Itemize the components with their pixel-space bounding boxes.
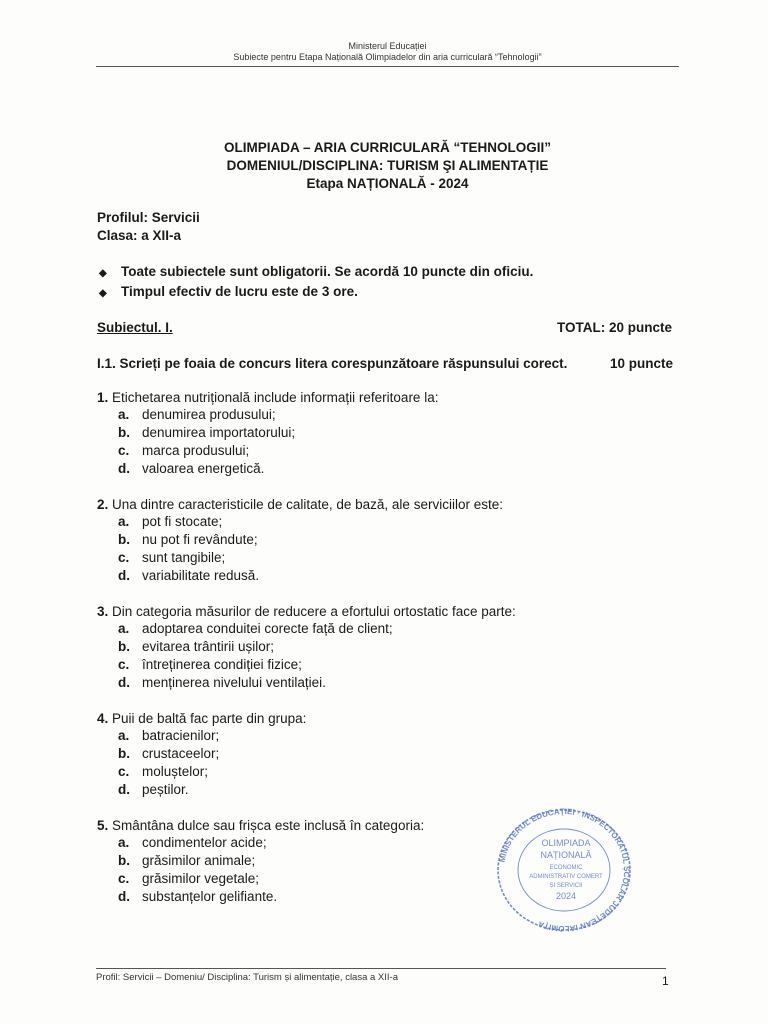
question xyxy=(97,818,424,833)
question-text: Smântâna dulce sau frișca este inclusă în categoria: xyxy=(112,818,425,833)
subject-title: Subiectul. I. xyxy=(97,320,173,335)
answer-option: a. pot fi stocate; xyxy=(118,514,223,529)
answer-option: d. valoarea energetică. xyxy=(118,461,265,476)
svg-text:ȘI SERVICII: ȘI SERVICII xyxy=(549,883,583,889)
answer-option: b. denumirea importatorului; xyxy=(118,425,296,440)
task-points: 10 puncte xyxy=(609,356,673,371)
svg-text:OLIMPIADA: OLIMPIADA xyxy=(541,838,591,848)
answer-option: a. batracienilor; xyxy=(118,728,220,743)
answer-option: a. adoptarea conduitei corecte față de client; xyxy=(118,621,393,636)
answer-option: c. moluștelor; xyxy=(118,764,209,779)
question-text: Una dintre caracteristicile de calitate, de bază, ale serviciilor este: xyxy=(112,497,503,512)
svg-text:2024: 2024 xyxy=(555,891,577,901)
diamond-bullet-icon: ◆ xyxy=(99,288,107,299)
question-number: 5. xyxy=(97,818,109,833)
question-number: 4. xyxy=(97,711,109,726)
answer-option: b. crustaceelor; xyxy=(118,746,220,761)
question-number: 1. xyxy=(97,390,109,405)
header-ministry: Ministerul Educației xyxy=(348,41,427,51)
question-number: 2. xyxy=(97,497,109,512)
question-text: Etichetarea nutrițională include informații referitoare la: xyxy=(112,390,439,405)
svg-text:MINISTERUL EDUCAȚIEI · INSPECT: MINISTERUL EDUCAȚIEI · INSPECTORATUL ȘCOLAR JUDEȚEAN IALOMIȚA xyxy=(497,806,632,934)
svg-text:ECONOMIC: ECONOMIC xyxy=(549,865,583,871)
answer-option: c. grăsimilor vegetale; xyxy=(118,871,260,886)
question xyxy=(97,497,503,512)
answer-option: b. evitarea trântirii ușilor; xyxy=(118,639,275,654)
answer-option: d. menținerea nivelului ventilației. xyxy=(118,675,326,690)
answer-option: b. nu pot fi revândute; xyxy=(118,532,258,547)
instruction-item: ◆ Timpul efectiv de lucru este de 3 ore. xyxy=(99,284,358,299)
official-stamp-icon xyxy=(494,806,634,934)
footer-text: Profil: Servicii – Domeniu/ Disciplina: Turism și alimentație, clasa a XII-a xyxy=(96,972,398,983)
svg-text:NAȚIONALĂ: NAȚIONALĂ xyxy=(540,850,592,860)
page-number: 1 xyxy=(662,974,669,988)
answer-option: c. sunt tangibile; xyxy=(118,550,226,565)
title-line-2: DOMENIUL/DISCIPLINA: TURISM ŞI ALIMENTAȚIE xyxy=(226,158,549,173)
task-instruction: I.1. Scrieți pe foaia de concurs litera corespunzătoare răspunsului corect. xyxy=(97,356,568,371)
answer-option: d. peștilor. xyxy=(118,782,189,797)
question-text: Puii de baltă fac parte din grupa: xyxy=(112,711,307,726)
header-subtitle: Subiecte pentru Etapa Națională Olimpiadelor din aria curriculară “Tehnologii” xyxy=(233,52,542,62)
answer-option: c. marca produsului; xyxy=(118,443,250,458)
answer-option: b. grăsimilor animale; xyxy=(118,853,256,868)
question xyxy=(97,711,306,726)
question-text: Din categoria măsurilor de reducere a efortului ortostatic face parte: xyxy=(112,604,516,619)
svg-text:ADMINISTRATIV COMERT: ADMINISTRATIV COMERT xyxy=(529,874,603,880)
question xyxy=(97,604,516,619)
answer-option: a. condimentelor acide; xyxy=(118,835,267,850)
class-label: Clasa: a XII-a xyxy=(97,228,182,243)
answer-option: c. întreținerea condiției fizice; xyxy=(118,657,302,672)
question-number: 3. xyxy=(97,604,109,619)
answer-option: d. substanțelor gelifiante. xyxy=(118,889,278,904)
footer-divider xyxy=(96,968,666,969)
answer-option: d. variabilitate redusă. xyxy=(118,568,260,583)
subject-total: TOTAL: 20 puncte xyxy=(556,320,672,335)
title-line-3: Etapa NAȚIONALĂ - 2024 xyxy=(306,176,469,191)
instruction-item: ◆ Toate subiectele sunt obligatorii. Se acordă 10 puncte din oficiu. xyxy=(99,264,534,279)
answer-option: a. denumirea produsului; xyxy=(118,407,276,422)
question xyxy=(97,390,438,405)
diamond-bullet-icon: ◆ xyxy=(99,268,107,279)
title-line-1: OLIMPIADA – ARIA CURRICULARĂ “TEHNOLOGII” xyxy=(224,140,551,155)
header-divider xyxy=(96,66,679,67)
profile-label: Profilul: Servicii xyxy=(97,210,200,225)
